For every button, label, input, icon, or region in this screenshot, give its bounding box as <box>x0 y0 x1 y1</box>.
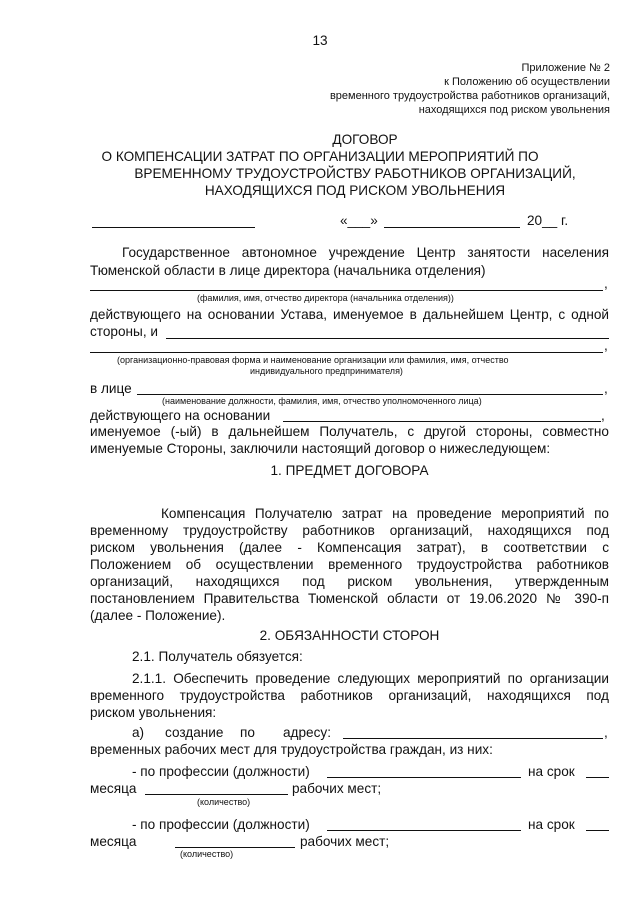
section1-p7: (далее - Положение). <box>90 608 226 623</box>
title-line-2: О КОМПЕНСАЦИИ ЗАТРАТ ПО ОРГАНИЗАЦИИ МЕРОПРИЯТИЙ ПО <box>101 149 539 164</box>
profession-2-month: месяца <box>90 834 137 849</box>
profession-1-workplaces: рабочих мест; <box>292 781 382 796</box>
intro-line-4: стороны, и <box>90 324 158 339</box>
comma-1: , <box>604 276 608 291</box>
profession-2-term-line <box>586 830 609 831</box>
section2-heading: 2. ОБЯЗАННОСТИ СТОРОН <box>259 628 440 643</box>
appendix-line-2: к Положению об осуществлении <box>444 76 610 88</box>
item-a-word-2: по <box>240 725 255 740</box>
org-hint-2: индивидуального предпринимателя) <box>250 366 403 376</box>
date-day: «___» <box>340 213 378 228</box>
item-a-word-3: адресу: <box>283 725 331 740</box>
comma-2: , <box>604 338 608 353</box>
profession-1-month: месяца <box>90 781 137 796</box>
director-hint: (фамилия, имя, отчество директора (начальника отделения)) <box>197 293 454 303</box>
profession-2-term: на срок <box>528 817 575 832</box>
person-blank-line <box>137 394 603 395</box>
director-blank-line <box>90 290 603 291</box>
address-blank-line <box>343 738 603 739</box>
profession-1-prefix: - по профессии (должности) <box>132 764 310 779</box>
profession-2-qty-line <box>175 847 295 848</box>
parties-line: именуемые Стороны, заключили настоящий договор о нижеследующем: <box>90 441 551 456</box>
basis-blank-line <box>283 421 601 422</box>
item-2-1: 2.1. Получатель обязуется: <box>132 649 303 664</box>
place-blank-line <box>92 227 255 228</box>
org-blank-line-1 <box>166 338 609 339</box>
profession-1-term: на срок <box>528 764 575 779</box>
recipient-line: именуемое (-ый) в дальнейшем Получатель, с другой стороны, совместно <box>90 424 609 439</box>
profession-2-prefix: - по профессии (должности) <box>132 817 310 832</box>
org-blank-line-2 <box>90 352 603 353</box>
person-hint: (наименование должности, фамилия, имя, отчество уполномоченного лица) <box>162 396 482 406</box>
section1-heading: 1. ПРЕДМЕТ ДОГОВОРА <box>270 463 429 478</box>
comma-5: , <box>604 725 608 740</box>
page-number: 13 <box>312 33 328 48</box>
section1-p3: риском увольнения (далее - Компенсация затрат), в соответствии с <box>90 540 609 555</box>
appendix-line-4: находящихся под риском увольнения <box>418 104 610 116</box>
comma-4: , <box>601 408 605 423</box>
date-year: 20__ г. <box>527 213 569 228</box>
title-line-4: НАХОДЯЩИХСЯ ПОД РИСКОМ УВОЛЬНЕНИЯ <box>204 183 506 198</box>
comma-3: , <box>604 381 608 396</box>
item-a-label: а) <box>132 725 145 740</box>
intro-line-2: Тюменской области в лице директора (начальника отделения) <box>90 263 486 278</box>
date-month-line <box>384 227 520 228</box>
section1-p4: Положением об осуществлении временного трудоустройства работников <box>90 557 609 572</box>
appendix-line-3: временного трудоустройства работников организаций, <box>329 90 610 102</box>
profession-1-qty-line <box>145 794 288 795</box>
profession-1-line <box>327 777 521 778</box>
profession-1-qty-hint: (количество) <box>197 797 251 807</box>
org-hint-1: (организационно-правовая форма и наименование организации или фамилия, имя, отчество <box>117 355 509 365</box>
basis-prefix: действующего на основании <box>90 408 271 423</box>
section1-p2: временному трудоустройству работников организаций, находящихся под <box>90 523 609 538</box>
item-2-1-1-line-3: риском увольнения: <box>90 705 217 720</box>
profession-2-line <box>327 830 521 831</box>
intro-line-3: действующего на основании Устава, именуемое в дальнейшем Центр, с одной <box>90 307 609 322</box>
appendix-line-1: Приложение № 2 <box>521 62 610 74</box>
item-a-line-2: временных рабочих мест для трудоустройства граждан, из них: <box>90 742 493 757</box>
title-line-3: ВРЕМЕННОМУ ТРУДОУСТРОЙСТВУ РАБОТНИКОВ ОРГАНИЗАЦИЙ, <box>134 166 576 181</box>
profession-1-term-line <box>586 777 609 778</box>
section1-p6: постановлением Правительства Тюменской области от 19.06.2020 № 390-п <box>90 591 609 606</box>
intro-line-1: Государственное автономное учреждение Центр занятости населения <box>122 245 609 260</box>
section1-p1: Компенсация Получателю затрат на проведение мероприятий по <box>161 506 609 521</box>
item-a-word-1: создание <box>165 725 224 740</box>
item-2-1-1-line-2: временного трудоустройства работников организаций, находящихся под <box>90 688 609 703</box>
profession-2-qty-hint: (количество) <box>180 849 234 859</box>
person-prefix: в лице <box>90 381 132 396</box>
item-2-1-1-line-1: 2.1.1. Обеспечить проведение следующих мероприятий по организации <box>132 671 609 686</box>
section1-p5: организаций, находящихся под риском увольнения, утвержденным <box>90 574 609 589</box>
title-line-1: ДОГОВОР <box>332 132 398 147</box>
profession-2-workplaces: рабочих мест; <box>300 834 390 849</box>
